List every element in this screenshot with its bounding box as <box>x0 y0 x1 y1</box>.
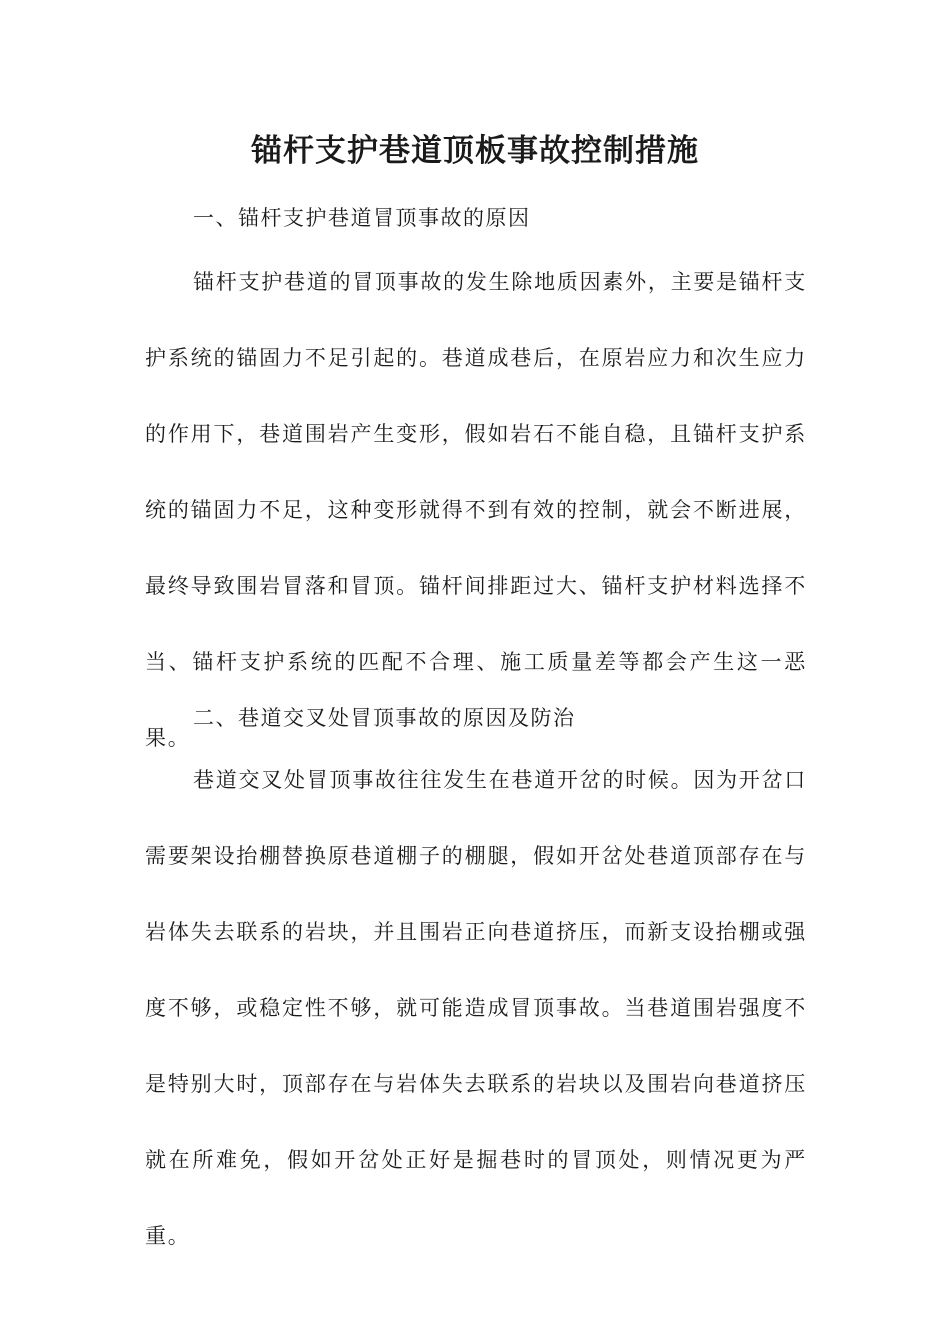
document-title: 锚杆支护巷道顶板事故控制措施 <box>251 133 699 169</box>
section-paragraph-1: 锚杆支护巷道的冒顶事故的发生除地质因素外，主要是锚杆支护系统的锚固力不足引起的。巷道成巷后，在原岩应力和次生应力的作用下，巷道围岩产生变形，假如岩石不能自稳，且锚杆支护系统的锚固力不足，这种变形就得不到有效的控制，就会不断进展，最终导致围岩冒落和冒顶。锚杆间排距过大、锚杆支护材料选择不当、锚杆支护系统的匹配不合理、施工质量差等都会产生这一恶果。 <box>145 270 807 750</box>
section-paragraph-2: 巷道交叉处冒顶事故往往发生在巷道开岔的时候。因为开岔口需要架设抬棚替换原巷道棚子的棚腿，假如开岔处巷道顶部存在与岩体失去联系的岩块，并且围岩正向巷道挤压，而新支设抬棚或强度不够，或稳定性不够，就可能造成冒顶事故。当巷道围岩强度不是特别大时，顶部存在与岩体失去联系的岩块以及围岩向巷道挤压就在所难免，假如开岔处正好是掘巷时的冒顶处，则情况更为严重。 <box>145 768 807 1248</box>
section-heading-1: 一、锚杆支护巷道冒顶事故的原因 <box>193 206 531 230</box>
section-heading-2: 二、巷道交叉处冒顶事故的原因及防治 <box>193 706 576 730</box>
